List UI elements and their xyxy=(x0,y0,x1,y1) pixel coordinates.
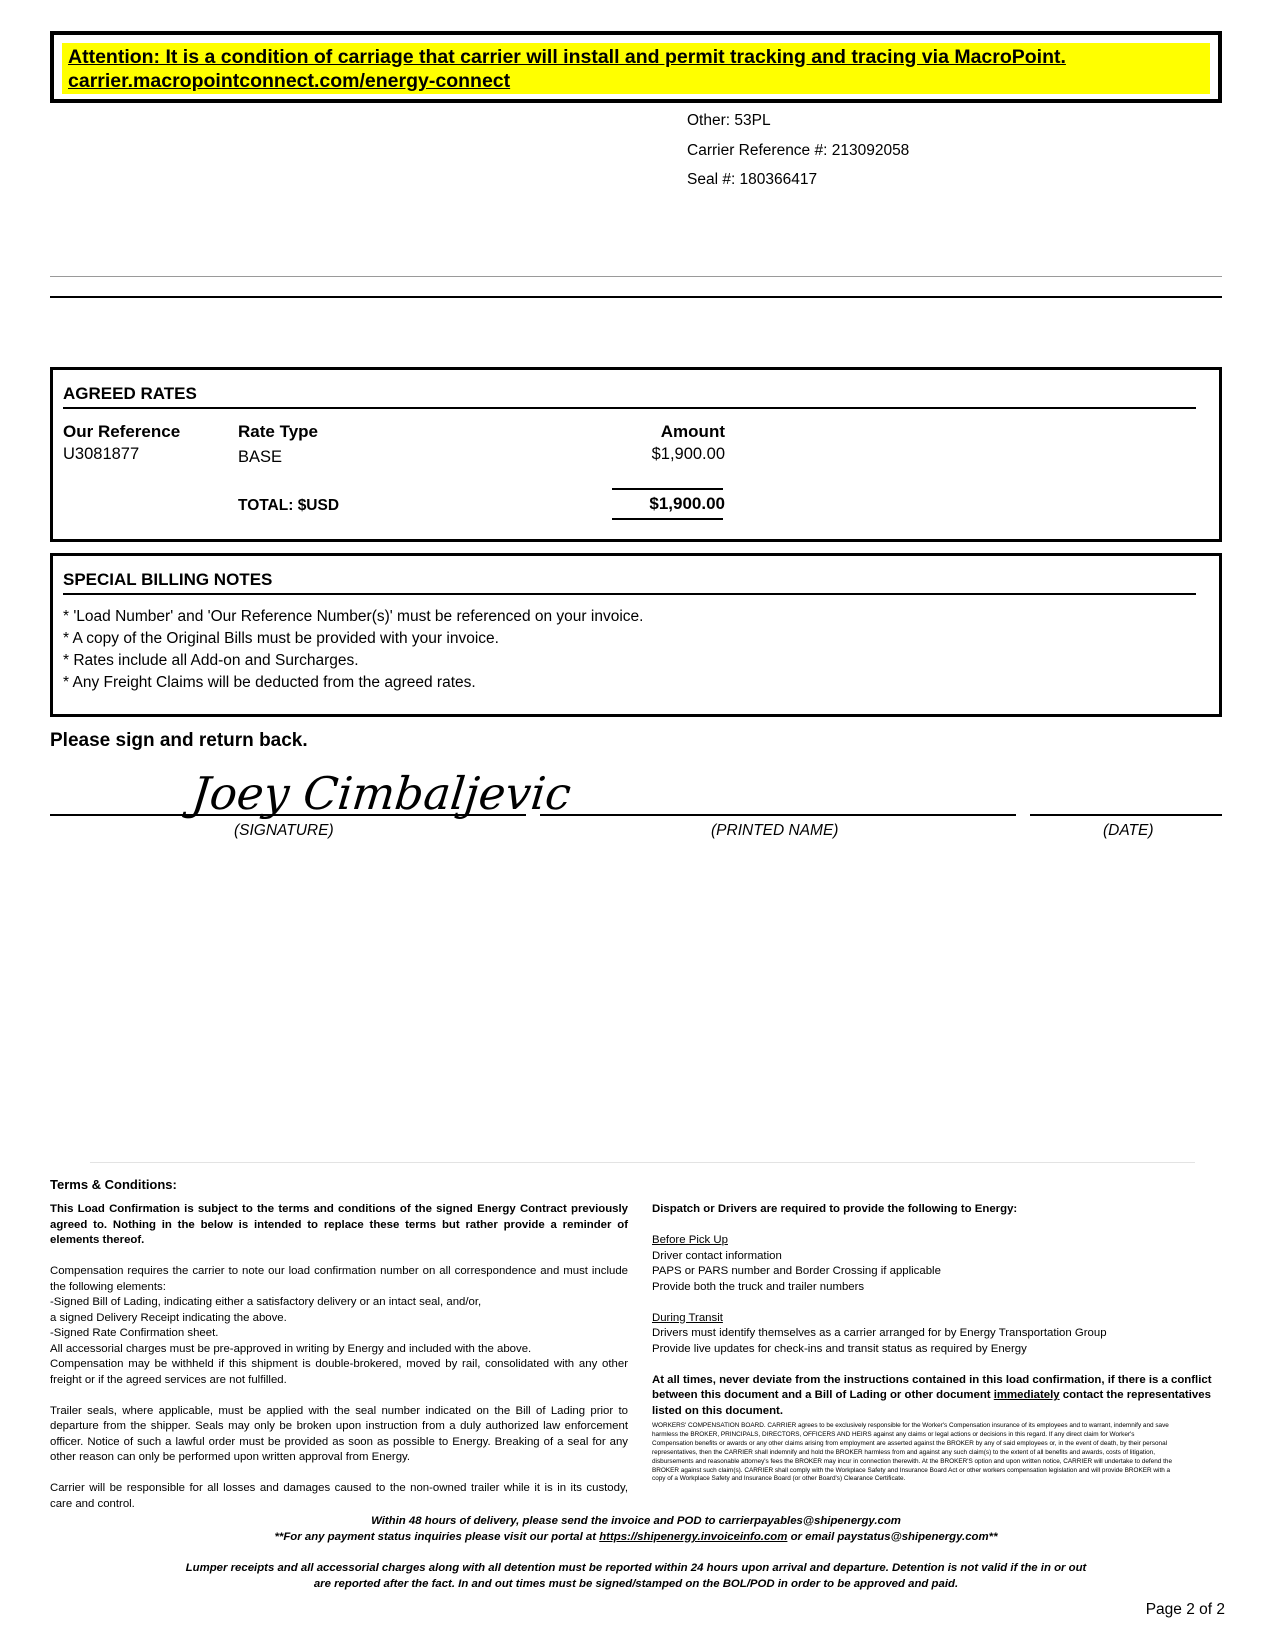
terms-paragraph: Carrier will be responsible for all losses and damages caused to the non-owned trailer while it is in its custody, care and control. xyxy=(50,1482,628,1510)
payment-text: or email paystatus@shipenergy.com** xyxy=(790,1531,998,1543)
workers-compensation-clause: WORKERS' COMPENSATION BOARD. CARRIER agrees to be exclusively responsible for the Worker's Compensation insurance of its employees and to warrant, indemnify and save harmless the BROKER, PRINCIPALS, DIRECTORS, OFFICERS AND HEIRS against any claims or legal actions or decisions in this regard. If any direct claim for Worker's Compensation benefits or awards or any other claims arising from employment are asserted against the BROKER by any of said employees or, in the event of death, by their personal representatives, then the CARRIER shall indemnify and hold the BROKER harmless from and against any such claim(s) to the extent of all benefits and awards, costs of litigation, disbursements and reasonable attorney's fees the BROKER may incur in connection therewith. At the BROKER'S option and upon written notice, CARRIER will undertake to defend the BROKER against such claim(s). CARRIER shall comply with the Workplace Safety and Insurance Board Act or other workers compensation legislation and will provide BROKER with a copy of a Workplace Safety and Insurance Board (or other Board's) Clearance Certificate. xyxy=(652,1422,1173,1483)
printed-name-label: (PRINTED NAME) xyxy=(711,822,839,839)
signature-label: (SIGNATURE) xyxy=(234,822,334,839)
terms-title: Terms & Conditions: xyxy=(50,1177,177,1192)
terms-left-column xyxy=(50,1202,628,1512)
agreed-rates-title: AGREED RATES xyxy=(63,384,197,403)
amount-header: Amount xyxy=(660,422,725,441)
deviation-warning xyxy=(652,1373,1224,1420)
divider xyxy=(50,276,1222,277)
rate-type-header: Rate Type xyxy=(238,422,318,441)
agreed-rates-section xyxy=(50,367,1222,542)
lumper-notice: are reported after the fact. In and out times must be signed/stamped on the BOL/POD in order to be approved and paid. xyxy=(313,1578,959,1590)
seal-number-field: Seal #: 180366417 xyxy=(687,171,818,188)
terms-paragraph: a signed Delivery Receipt indicating the above. xyxy=(50,1311,287,1324)
terms-paragraph: -Signed Rate Confirmation sheet. xyxy=(50,1327,219,1339)
terms-paragraph: -Signed Bill of Lading, indicating either a satisfactory delivery or an intact seal, and/or, xyxy=(50,1296,482,1308)
payment-text: **For any payment status inquiries please visit our portal at xyxy=(274,1531,597,1543)
lumper-notice: Lumper receipts and all accessorial charges along with all detention must be reported within 24 hours upon arrival and departure. Detention is not valid if the in or out xyxy=(185,1562,1087,1574)
billing-note: * 'Load Number' and 'Our Reference Number(s)' must be referenced on your invoice. xyxy=(63,608,644,625)
terms-paragraph: Compensation requires the carrier to note our load confirmation number on all correspondence and must include the following elements: xyxy=(50,1265,628,1293)
payment-inquiry-line xyxy=(50,1531,1222,1543)
billing-note: * A copy of the Original Bills must be provided with your invoice. xyxy=(63,630,499,647)
terms-intro: This Load Confirmation is subject to the terms and conditions of the signed Energy Contract previously agreed to. Nothing in the below is intended to replace these terms but rather provide a reminder of elements thereof. xyxy=(50,1203,628,1246)
billing-notes-title: SPECIAL BILLING NOTES xyxy=(63,570,273,589)
amount-subtotal-rule xyxy=(612,488,723,490)
special-billing-notes-section xyxy=(50,553,1222,717)
terms-right-column xyxy=(652,1202,1224,1484)
invoice-instructions: Within 48 hours of delivery, please send the invoice and POD to carrierpayables@shipenergy.com xyxy=(371,1515,901,1527)
terms-paragraph: Compensation may be withheld if this shipment is double-brokered, moved by rail, consolidated with any other freight or if the agreed services are not fulfilled. xyxy=(50,1358,628,1386)
our-reference-header: Our Reference xyxy=(63,422,181,441)
deviation-text: contact the representatives listed on this document. xyxy=(652,1389,1211,1417)
total-underline xyxy=(612,518,723,520)
amount-value: $1,900.00 xyxy=(651,445,725,463)
page-number: Page 2 of 2 xyxy=(1145,1601,1225,1618)
billing-note: * Any Freight Claims will be deducted from the agreed rates. xyxy=(63,674,476,691)
before-pickup-item: Provide both the truck and trailer numbers xyxy=(652,1280,865,1293)
during-transit-title: During Transit xyxy=(652,1311,723,1324)
terms-paragraph: All accessorial charges must be pre-approved in writing by Energy and included with the above. xyxy=(50,1342,532,1355)
during-transit-item: Drivers must identify themselves as a carrier arranged for by Energy Transportation Group xyxy=(652,1327,1107,1339)
during-transit-item: Provide live updates for check-ins and transit status as required by Energy xyxy=(652,1342,1027,1355)
section-underline xyxy=(63,407,1196,409)
printed-name-line[interactable] xyxy=(540,814,1016,816)
date-label: (DATE) xyxy=(1103,822,1154,839)
rate-type-value: BASE xyxy=(238,448,283,466)
section-underline xyxy=(63,593,1196,595)
divider xyxy=(90,1162,1195,1163)
terms-paragraph: Trailer seals, where applicable, must be applied with the seal number indicated on the Bill of Lading prior to departure from the shipper. Seals may only be broken upon instruction from a duly authorized law enforcement officer. Notice of such a lawful order must be provided as soon as possible to Energy. Breaking of a seal for any other reason can only be performed upon written approval from Energy. xyxy=(50,1404,628,1463)
macropoint-attention-banner xyxy=(50,31,1222,103)
divider xyxy=(50,296,1222,298)
billing-note: * Rates include all Add-on and Surcharges. xyxy=(63,652,359,669)
sign-and-return-prompt: Please sign and return back. xyxy=(50,730,308,751)
attention-text: Attention: It is a condition of carriage that carrier will install and permit tracking and tracing via MacroPoint. xyxy=(68,46,1066,68)
dispatch-title: Dispatch or Drivers are required to provide the following to Energy: xyxy=(652,1203,1018,1215)
before-pickup-title: Before Pick Up xyxy=(652,1234,728,1246)
date-line[interactable] xyxy=(1030,814,1222,816)
carrier-reference-field: Carrier Reference #: 213092058 xyxy=(687,142,910,159)
our-reference-value: U3081877 xyxy=(63,445,140,463)
deviation-emphasis: immediately xyxy=(993,1389,1060,1401)
portal-link[interactable]: https://shipenergy.invoiceinfo.com xyxy=(599,1531,788,1543)
before-pickup-item: Driver contact information xyxy=(652,1249,782,1262)
handwritten-signature: Joey Cimbaljevic xyxy=(189,767,574,820)
before-pickup-item: PAPS or PARS number and Border Crossing if applicable xyxy=(652,1265,941,1277)
total-amount: $1,900.00 xyxy=(649,494,725,513)
deviation-text: At all times, never deviate from the instructions contained in this load confirmation, if there is a conflict between this document and a Bill of Lading or other document xyxy=(652,1373,1212,1401)
other-field: Other: 53PL xyxy=(687,112,771,129)
total-label: TOTAL: $USD xyxy=(238,497,340,514)
macropoint-link[interactable]: carrier.macropointconnect.com/energy-connect xyxy=(68,70,511,92)
